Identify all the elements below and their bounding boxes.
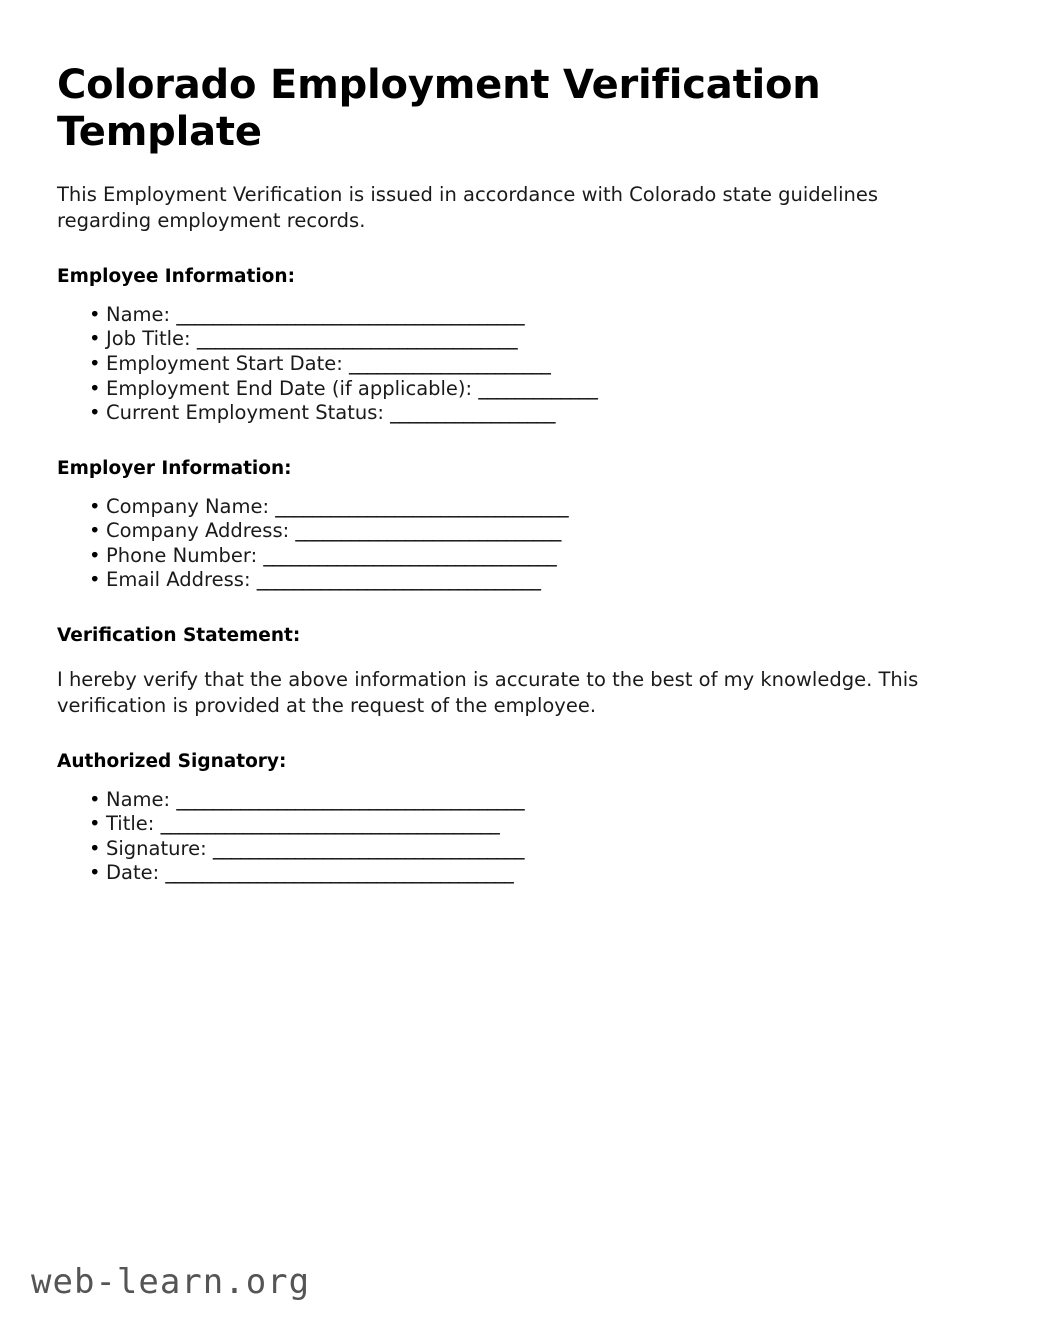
field-label: Current Employment Status:	[106, 401, 384, 425]
bullet-icon: •	[89, 543, 101, 567]
field-blank-line[interactable]: ______________________________________	[165, 861, 514, 885]
bullet-icon: •	[89, 836, 101, 860]
field-blank-line[interactable]: ___________________________________	[196, 327, 518, 351]
field-blank-line[interactable]: ________________________________	[275, 494, 569, 518]
bullet-icon: •	[89, 327, 101, 351]
section-heading-employee-information: Employee Information:	[57, 265, 295, 287]
list-item	[57, 812, 959, 837]
bullet-icon: •	[89, 787, 101, 811]
page-title	[57, 62, 887, 156]
field-label: Company Name:	[106, 494, 270, 518]
field-blank-line[interactable]: _______________________________	[256, 568, 541, 592]
field-blank-line[interactable]: _____________	[478, 376, 598, 400]
list-item	[57, 303, 959, 328]
field-label: Job Title:	[106, 327, 191, 351]
field-label: Name:	[106, 787, 171, 811]
list-item	[57, 377, 959, 402]
list-item	[57, 568, 959, 593]
footer-watermark: web-learn.org	[31, 1262, 311, 1302]
field-blank-line[interactable]: ________________________________	[263, 543, 557, 567]
field-blank-line[interactable]: ______________________________________	[176, 787, 525, 811]
bullet-icon: •	[89, 861, 101, 885]
verification-statement-paragraph: I hereby verify that the above information is accurate to the best of my knowledge. This verification is provided at the request of the employee.	[57, 668, 919, 717]
field-blank-line[interactable]: __________________________________	[212, 836, 524, 860]
employer-information-field-list	[57, 495, 959, 593]
field-label: Name:	[106, 302, 171, 326]
page-title-line-2: Template	[57, 109, 262, 156]
employee-information-field-list	[57, 303, 959, 426]
list-item	[57, 327, 959, 352]
list-item	[57, 788, 959, 813]
field-blank-line[interactable]: _____________________________	[295, 519, 561, 543]
field-blank-line[interactable]: ______________________________________	[176, 302, 525, 326]
list-item	[57, 544, 959, 569]
field-label: Email Address:	[106, 568, 251, 592]
section-heading-employer-information: Employer Information:	[57, 457, 292, 479]
list-item	[57, 837, 959, 862]
bullet-icon: •	[89, 568, 101, 592]
list-item	[57, 352, 959, 377]
list-item	[57, 519, 959, 544]
list-item	[57, 401, 959, 426]
list-item	[57, 861, 959, 886]
field-blank-line[interactable]: _____________________________________	[160, 812, 500, 836]
intro-paragraph: This Employment Verification is issued in accordance with Colorado state guidelines regarding employment records.	[57, 183, 879, 233]
bullet-icon: •	[89, 352, 101, 376]
field-label: Date:	[106, 861, 160, 885]
field-label: Signature:	[106, 836, 207, 860]
field-label: Employment End Date (if applicable):	[106, 376, 473, 400]
bullet-icon: •	[89, 519, 101, 543]
field-label: Employment Start Date:	[106, 352, 343, 376]
bullet-icon: •	[89, 302, 101, 326]
bullet-icon: •	[89, 401, 101, 425]
bullet-icon: •	[89, 376, 101, 400]
authorized-signatory-field-list	[57, 788, 959, 886]
field-label: Title:	[106, 812, 155, 836]
field-label: Phone Number:	[106, 543, 258, 567]
section-heading-authorized-signatory: Authorized Signatory:	[57, 750, 287, 772]
list-item	[57, 495, 959, 520]
field-blank-line[interactable]: ______________________	[349, 352, 551, 376]
document-content	[57, 62, 959, 886]
field-blank-line[interactable]: __________________	[390, 401, 555, 425]
section-heading-verification-statement: Verification Statement:	[57, 625, 301, 646]
page-title-line-1: Colorado Employment Verification	[57, 62, 821, 108]
bullet-icon: •	[89, 494, 101, 518]
field-label: Company Address:	[106, 519, 290, 543]
bullet-icon: •	[89, 812, 101, 836]
